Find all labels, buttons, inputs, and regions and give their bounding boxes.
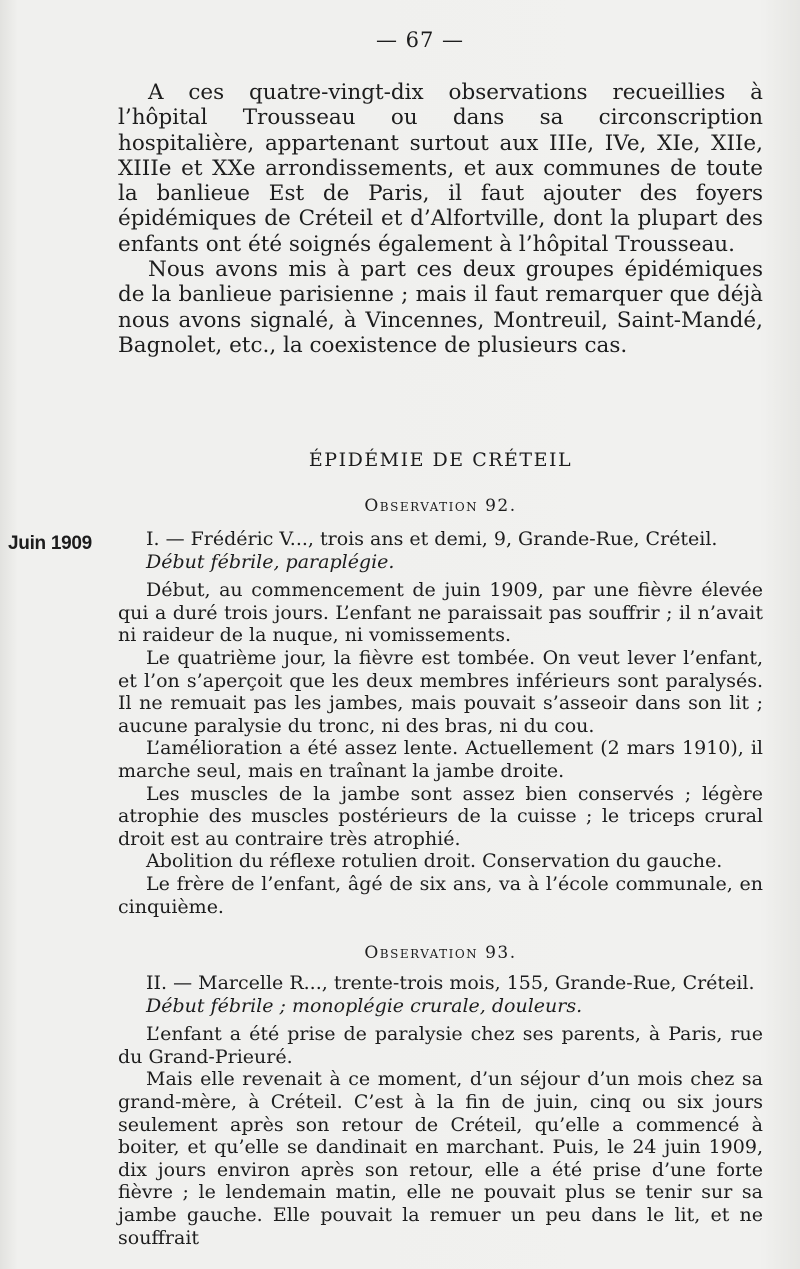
observation-93-body <box>118 972 763 1249</box>
observation-92-paragraph: L’amélioration a été assez lente. Actuellement (2 mars 1910), il marche seul, mais en traînant la jambe droite. <box>118 737 763 782</box>
intro-paragraph-2: Nous avons mis à part ces deux groupes épidémiques de la banlieue parisienne ; mais il faut remarquer que déjà nous avons signalé, à Vincennes, Montreuil, Saint-Mandé, Bagnolet, etc., la coexistence de plusieurs cas. <box>118 257 763 358</box>
observation-93-subtitle: Début fébrile ; monoplégie crurale, douleurs. <box>146 994 583 1017</box>
margin-date-note: Juin 1909 <box>8 533 92 554</box>
observation-93-paragraph: Mais elle revenait à ce moment, d’un séjour d’un mois chez sa grand-mère, à Créteil. C’est à la fin de juin, cinq ou six jours seulement après son retour de Créteil, qu’elle a commencé à boiter, et qu’elle se dandinait en marchant. Puis, le 24 juin 1909, dix jours environ après son retour, elle a été prise d’une forte fièvre ; le lendemain matin, elle ne pouvait plus se tenir sur sa jambe gauche. Elle pouvait la remuer un peu dans le lit, et ne souffrait <box>118 1068 763 1249</box>
intro-paragraph-1: A ces quatre-vingt-dix observations recueillies à l’hôpital Trousseau ou dans sa circonscription hospitalière, appartenant surtout aux IIIe, IVe, XIe, XIIe, XIIIe et XXe arrondissements, et aux communes de toute la banlieue Est de Paris, il faut ajouter des foyers épidémiques de Créteil et d’Alfortville, dont la plupart des enfants ont été soignés également à l’hôpital Trousseau. <box>118 80 763 257</box>
intro-text <box>118 80 763 358</box>
observation-92-paragraph: Les muscles de la jambe sont assez bien conservés ; légère atrophie des muscles postérieurs de la cuisse ; le triceps crural droit est au contraire très atrophié. <box>118 782 763 850</box>
observation-92-paragraph: Le frère de l’enfant, âgé de six ans, va à l’école communale, en cinquième. <box>118 872 763 918</box>
observation-93-heading: Observation 93. <box>364 943 517 963</box>
section-title: ÉPIDÉMIE DE CRÉTEIL <box>308 449 573 471</box>
observation-93-paragraph: L’enfant a été prise de paralysie chez ses parents, à Paris, rue du Grand-Prieuré. <box>118 1023 763 1068</box>
observation-92-body <box>118 528 763 918</box>
observation-92-heading: Observation 92. <box>364 496 517 516</box>
observation-93-entry: II. — Marcelle R..., trente-trois mois, 155, Grande-Rue, Créteil. <box>146 972 755 994</box>
observation-92-entry: I. — Frédéric V..., trois ans et demi, 9, Grande-Rue, Créteil. <box>146 528 718 550</box>
observation-92-paragraph: Le quatrième jour, la fièvre est tombée. On veut lever l’enfant, et l’on s’aperçoit que les deux membres inférieurs sont paralysés. Il ne remuait pas les jambes, mais pouvait s’asseoir dans son lit ; aucune paralysie du tronc, ni des bras, ni du cou. <box>118 646 763 737</box>
observation-92-paragraph: Abolition du réflexe rotulien droit. Conservation du gauche. <box>146 850 723 873</box>
page-number: — 67 — <box>375 28 465 52</box>
observation-92-subtitle: Début fébrile, paraplégie. <box>146 550 395 573</box>
observation-92-paragraph: Début, au commencement de juin 1909, par une fièvre élevée qui a duré trois jours. L’enfant ne paraissait pas souffrir ; il n’avait ni raideur de la nuque, ni vomissements. <box>118 579 763 647</box>
